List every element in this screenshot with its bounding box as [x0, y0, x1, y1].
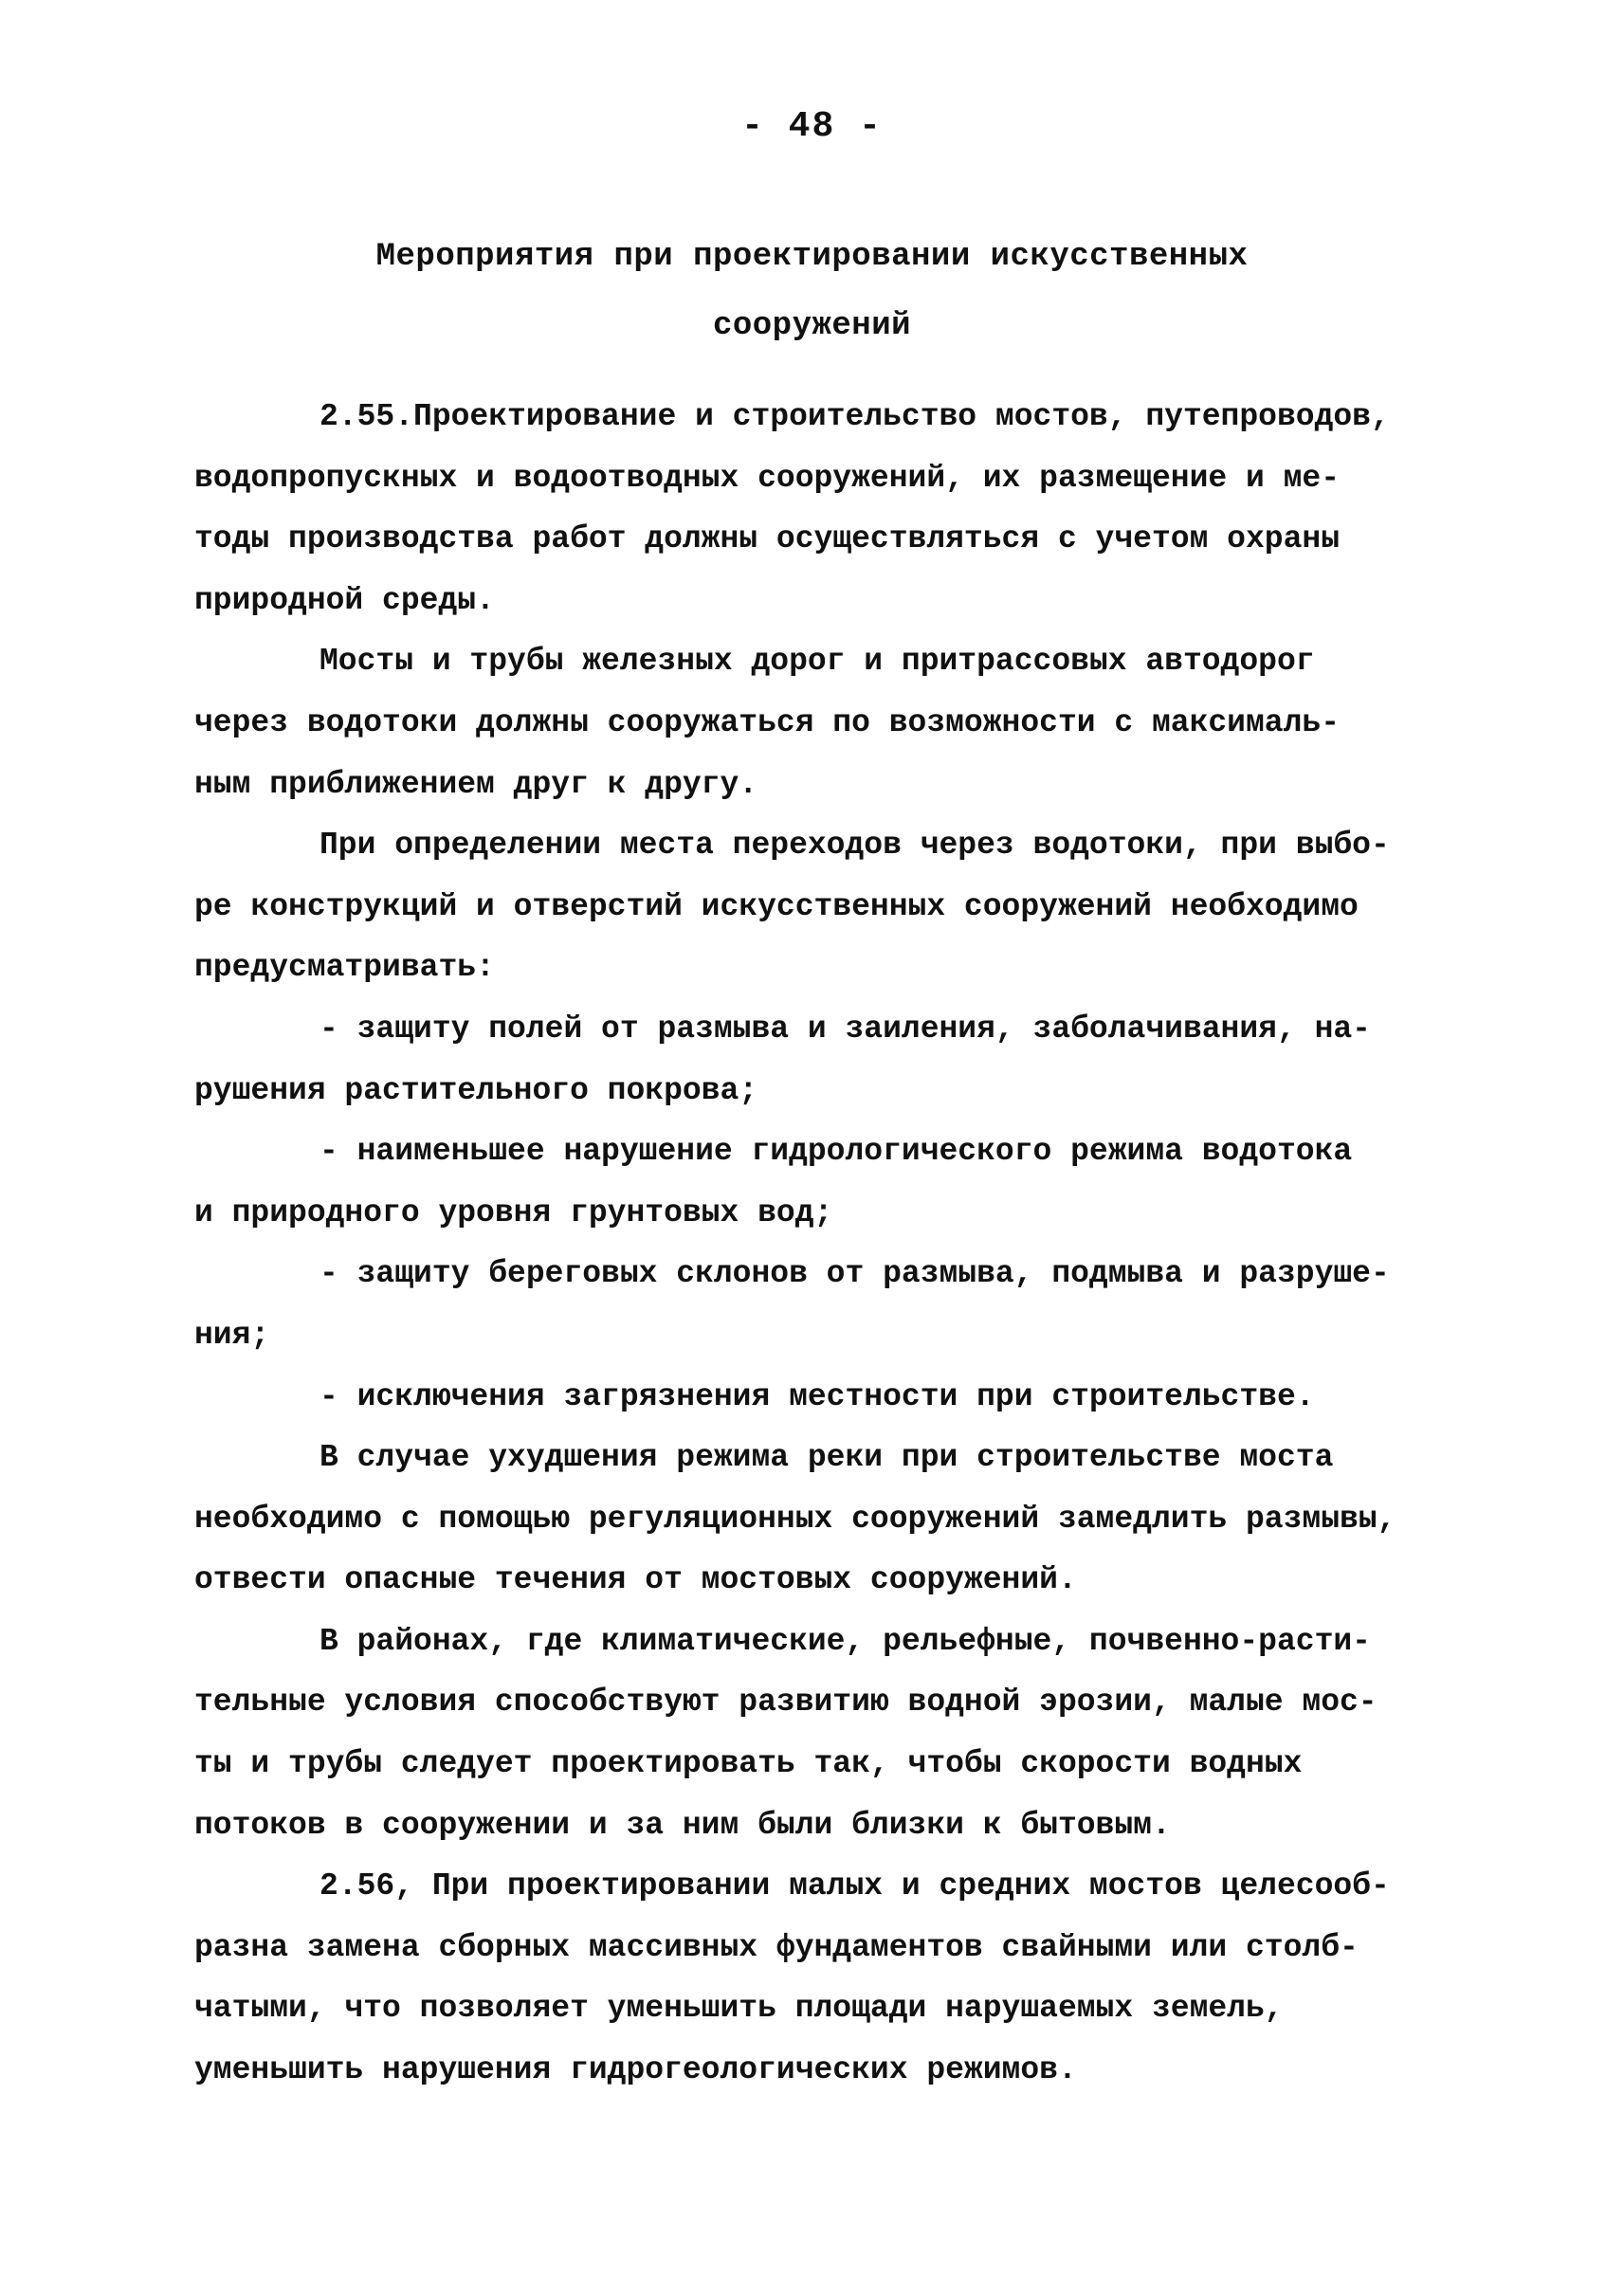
text-line: 2.56, При проектировании малых и средних мостов целесооб- — [319, 1868, 1390, 1904]
text-line: потоков в сооружении и за ним были близки к бытовым. — [194, 1807, 1171, 1843]
page-number: - 48 - — [741, 106, 883, 147]
text-line: При определении места переходов через водотоки, при выбо- — [319, 828, 1390, 864]
text-line: природной среды. — [194, 582, 495, 618]
text-line: тельные условия способствуют развитию водной эрозии, малые мос- — [194, 1685, 1378, 1721]
text-line: Мосты и трубы железных дорог и притрассовых автодорог — [319, 644, 1315, 680]
text-line: и природного уровня грунтовых вод; — [194, 1194, 833, 1230]
body-text — [194, 387, 1455, 2102]
text-line: через водотоки должны сооружаться по возможности с максималь- — [194, 704, 1340, 740]
text-line: рушения растительного покрова; — [194, 1072, 758, 1108]
text-line: уменьшить нарушения гидрогеологических режимов. — [194, 2052, 1077, 2088]
text-line: необходимо с помощью регуляционных сооружений замедлить размывы, — [194, 1501, 1396, 1537]
text-line: водопропускных и водоотводных сооружений, их размещение и ме- — [194, 460, 1340, 496]
section-title-line-1: Мероприятия при проектировании искусственных — [375, 239, 1249, 275]
text-line: отвести опасные течения от мостовых сооружений. — [194, 1562, 1077, 1598]
text-line: В случае ухудшения режима реки при строительстве моста — [319, 1440, 1334, 1476]
text-line: - исключения загрязнения местности при строительстве. — [319, 1378, 1315, 1414]
text-line: - защиту полей от размыва и заиления, заболачивания, на- — [319, 1011, 1371, 1047]
text-line: чатыми, что позволяет уменьшить площади нарушаемых земель, — [194, 1991, 1284, 2027]
text-line: 2.55.Проектирование и строительство мостов, путепроводов, — [319, 399, 1390, 434]
text-line: ным приближением друг к другу. — [194, 766, 758, 802]
text-line: разна замена сборных массивных фундаментов свайными или столб- — [194, 1929, 1359, 1965]
text-line: тоды производства работ должны осуществляться с учетом охраны — [194, 521, 1340, 557]
text-line: - защиту береговых склонов от размыва, подмыва и разруше- — [319, 1256, 1390, 1292]
text-line: ния; — [194, 1317, 270, 1353]
text-line: В районах, где климатические, рельефные, почвенно-расти- — [319, 1623, 1371, 1659]
text-line: - наименьшее нарушение гидрологического режима водотока — [319, 1134, 1353, 1170]
section-title-line-2: сооружений — [712, 308, 912, 344]
text-line: предусматривать: — [194, 950, 495, 986]
text-line: ты и трубы следует проектировать так, чтобы скорости водных — [194, 1746, 1303, 1782]
text-line: ре конструкций и отверстий искусственных сооружений необходимо — [194, 888, 1359, 924]
